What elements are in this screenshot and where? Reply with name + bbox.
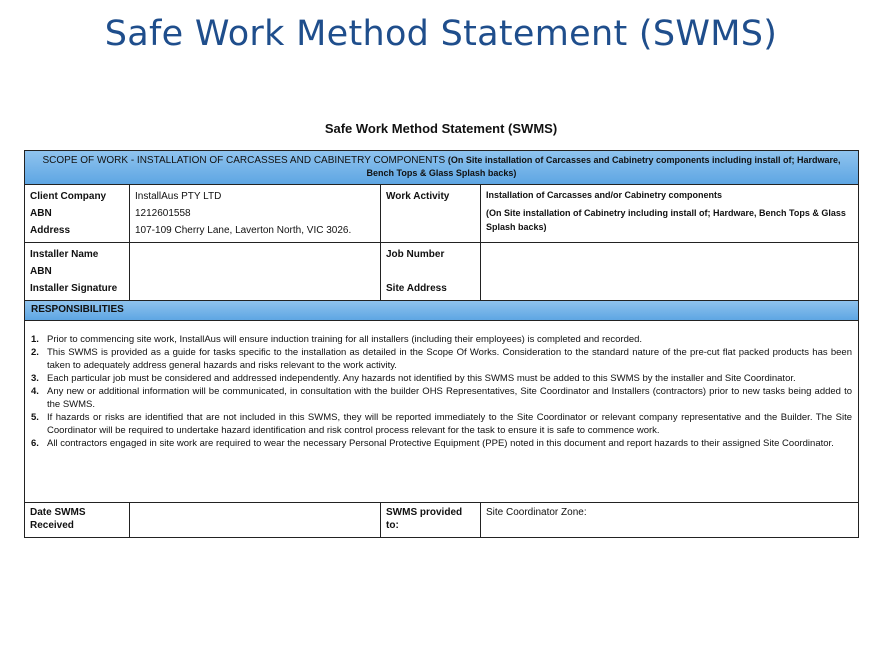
- responsibilities-body: [25, 321, 858, 503]
- site-address-label: Site Address: [386, 283, 447, 294]
- responsibilities-list: [31, 333, 852, 450]
- swms-provided-label: [381, 503, 481, 537]
- item-number: 2.: [31, 347, 39, 358]
- installer-signature-label: Installer Signature: [30, 283, 118, 294]
- installer-name-label: Installer Name: [30, 249, 99, 260]
- item-number: 5.: [31, 412, 39, 423]
- job-site-labels: [381, 243, 481, 300]
- list-item: [31, 437, 852, 450]
- slide-title: Safe Work Method Statement (SWMS): [104, 14, 778, 54]
- job-number-label: Job Number: [386, 249, 445, 260]
- item-text: This SWMS is provided as a guide for tasks specific to the installation as detailed in the Scope Of Works. Consideration to the standard nature of the pre-cut flat packed products has been taken to adequately address general hazards and risks relevant to the work activity.: [47, 347, 852, 371]
- work-activity-line1: Installation of Carcasses and/or Cabinetry components: [486, 190, 723, 200]
- list-item: [31, 333, 852, 346]
- client-company-label: Client Company: [30, 191, 107, 202]
- swms-provided-line2: to:: [386, 520, 399, 531]
- date-received-line2: Received: [30, 520, 74, 531]
- item-text: Prior to commencing site work, InstallAus will ensure induction training for all installers (including their employees) is completed and recorded.: [47, 334, 643, 345]
- work-activity-label: Work Activity: [381, 185, 481, 242]
- date-received-line1: Date SWMS: [30, 507, 86, 518]
- scope-heading: SCOPE OF WORK - INSTALLATION OF CARCASSES AND CABINETRY COMPONENTS: [42, 155, 446, 166]
- installer-row: [25, 243, 858, 301]
- item-number: 4.: [31, 386, 39, 397]
- work-activity-line2: (On Site installation of Cabinetry including install of; Hardware, Bench Tops & Glass Splash backs): [486, 208, 846, 232]
- work-activity-value: [481, 185, 858, 242]
- receipt-row: [25, 503, 858, 537]
- item-text: If hazards or risks are identified that are not included in this SWMS, they will be reported immediately to the Site Coordinator or relevant company representative and the Builder. The Site Coordinator will be required to undertake hazard identification and risk control process relevant for the task to ensure it is safe to commence work.: [47, 412, 852, 436]
- item-text: All contractors engaged in site work are required to wear the necessary Personal Protective Equipment (PPE) noted in this document and report hazards to their assigned Site Coordinator.: [47, 438, 834, 449]
- site-coordinator-zone[interactable]: Site Coordinator Zone:: [486, 507, 587, 518]
- item-text: Each particular job must be considered and addressed independently. Any hazards not identified by this SWMS must be added to this SWMS by the installer and Site Coordinator.: [47, 373, 796, 384]
- item-number: 6.: [31, 438, 39, 449]
- document-title: Safe Work Method Statement (SWMS): [324, 121, 558, 136]
- scope-of-work-band: [25, 151, 858, 185]
- responsibilities-band: RESPONSIBILITIES: [25, 301, 858, 321]
- client-values: [130, 185, 381, 242]
- job-site-values-blank[interactable]: [481, 243, 858, 300]
- date-received-blank[interactable]: [130, 503, 381, 537]
- swms-form: [24, 150, 859, 538]
- client-row: [25, 185, 858, 243]
- client-abn-label: ABN: [30, 208, 52, 219]
- item-number: 1.: [31, 334, 39, 345]
- client-company-value: InstallAus PTY LTD: [135, 191, 222, 202]
- list-item: [31, 346, 852, 372]
- installer-labels: [25, 243, 130, 300]
- item-text: Any new or additional information will be communicated, in consultation with the builder OHS Representatives, Site Coordinator and Installers (contractors) prior to new tasks being added to the SWMS.: [47, 386, 852, 410]
- list-item: [31, 411, 852, 437]
- installer-values-blank[interactable]: [130, 243, 381, 300]
- client-address-value: 107-109 Cherry Lane, Laverton North, VIC 3026.: [135, 225, 352, 236]
- date-received-label: [25, 503, 130, 537]
- list-item: [31, 372, 852, 385]
- scope-detail: (On Site installation of Carcasses and Cabinetry components including install of; Hardware, Bench Tops & Glass Splash backs): [366, 155, 841, 178]
- client-abn-value: 1212601558: [135, 208, 191, 219]
- list-item: [31, 385, 852, 411]
- swms-provided-line1: SWMS provided: [386, 507, 463, 518]
- installer-abn-label: ABN: [30, 266, 52, 277]
- client-labels: [25, 185, 130, 242]
- item-number: 3.: [31, 373, 39, 384]
- client-address-label: Address: [30, 225, 71, 236]
